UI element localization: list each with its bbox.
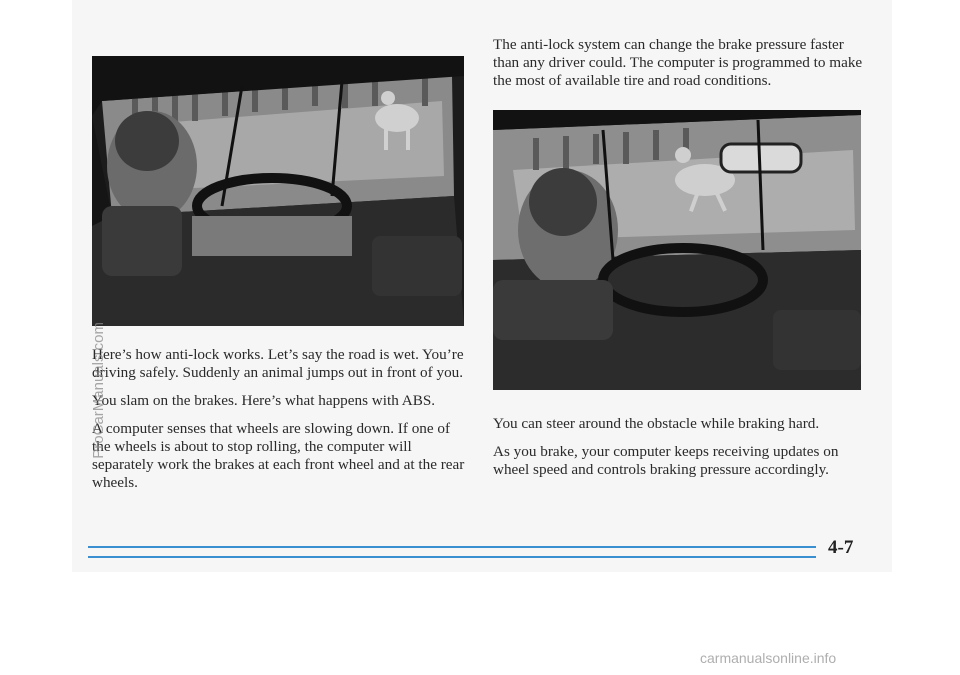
- text-column-left: [92, 346, 468, 502]
- footer-rule: [88, 556, 816, 558]
- paragraph: As you brake, your computer keeps receiving updates on wheel speed and controls braking pressure accordingly.: [493, 443, 839, 478]
- footer-rule: [88, 546, 816, 548]
- footer-watermark: carmanualsonline.info: [700, 650, 837, 666]
- paragraph: Here’s how anti-lock works. Let’s say the road is wet. You’re driving safely. Suddenly an animal jumps out in front of you.: [92, 346, 464, 381]
- paragraph: The anti-lock system can change the brake pressure faster than any driver could. The computer is programmed to make the most of available tire and road conditions.: [493, 36, 863, 89]
- paragraph: You slam on the brakes. Here’s what happens with ABS.: [92, 392, 436, 409]
- paragraph: You can steer around the obstacle while braking hard.: [493, 415, 820, 432]
- page-number: 4-7: [828, 537, 854, 558]
- text-column-right-top: [493, 36, 873, 100]
- paragraph: A computer senses that wheels are slowing down. If one of the wheels is about to stop rolling, the computer will separately work the brakes at each front wheel and at the rear wheels.: [92, 420, 465, 491]
- side-watermark: ProCarManuals.com: [90, 322, 107, 459]
- text-column-right-bottom: [493, 415, 873, 489]
- illustration-driver-steering-around-deer: [493, 110, 861, 390]
- illustration-driver-deer-ahead: [92, 56, 464, 326]
